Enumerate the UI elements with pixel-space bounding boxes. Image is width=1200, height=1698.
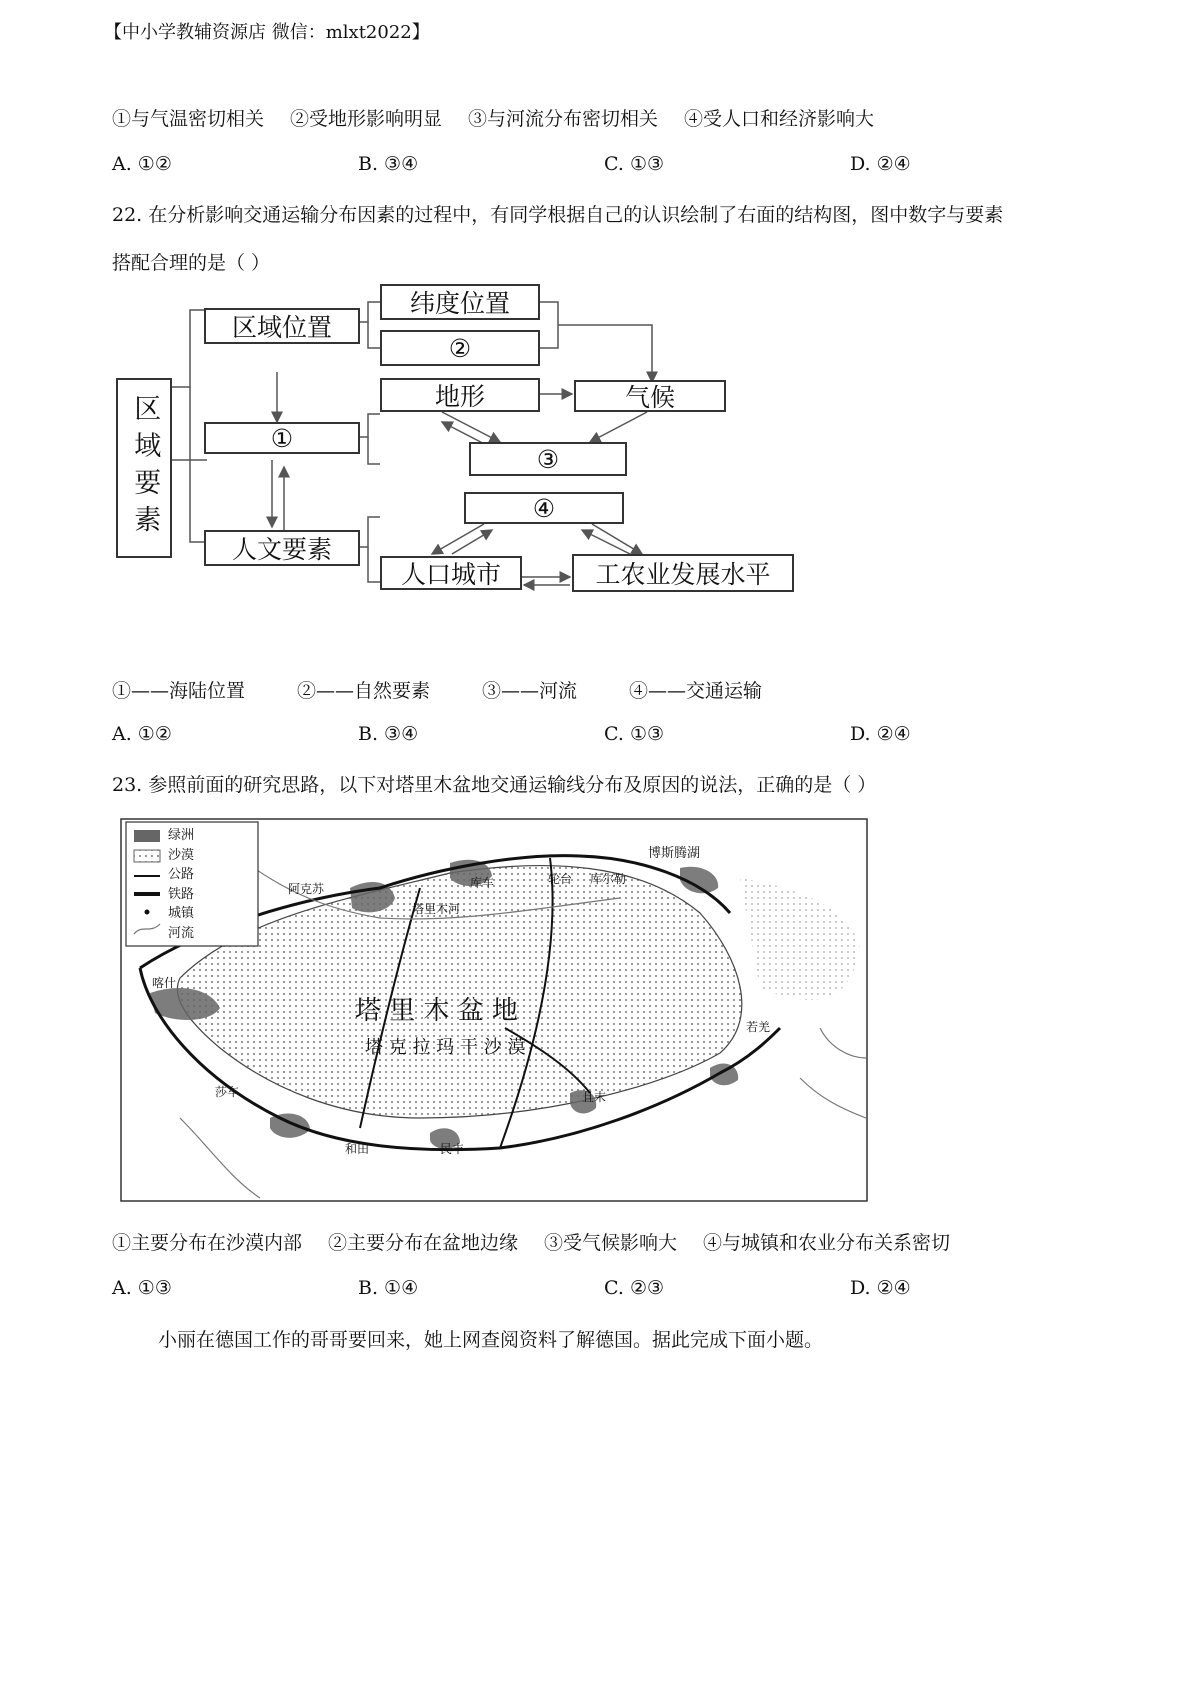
q22-statement: ①——海陆位置	[112, 680, 246, 702]
map-place: 阿克苏	[288, 882, 325, 896]
diagram-root-box	[116, 378, 172, 558]
legend-oasis: 绿洲	[168, 828, 195, 843]
map-legend	[168, 826, 194, 943]
map-place: 库尔勒	[590, 872, 627, 886]
diagram-industry: 工农业发展水平	[572, 554, 794, 592]
q21-statement: ②受地形影响明显	[290, 108, 443, 130]
q22-option-c: C. ①③	[604, 723, 665, 745]
q22-stem-line2: 搭配合理的是（ ）	[112, 252, 271, 274]
map-place: 莎车	[215, 1085, 240, 1099]
q23-option-d: D. ②④	[850, 1277, 911, 1299]
map-place: 博斯腾湖	[648, 846, 701, 861]
diagram-root-label: 区域要素	[129, 394, 161, 542]
q23-statements	[112, 1228, 976, 1255]
diagram-num4: ④	[464, 492, 624, 524]
legend-town: 城镇	[168, 906, 195, 921]
map-place: 若羌	[746, 1020, 771, 1034]
q23-stem: 23. 参照前面的研究思路，以下对塔里木盆地交通运输线分布及原因的说法，正确的是（ ）	[112, 774, 877, 796]
map-place: 且末	[582, 1090, 607, 1104]
q22-statement: ③——河流	[482, 680, 578, 702]
q23-statement: ①主要分布在沙漠内部	[112, 1232, 303, 1254]
q22-statement: ②——自然要素	[297, 680, 431, 702]
map-place: 库车	[470, 876, 495, 890]
q23-option-c: C. ②③	[604, 1277, 665, 1299]
q21-option-a: A. ①②	[112, 153, 172, 175]
diagram-num1: ①	[204, 422, 360, 454]
diagram-latitude: 纬度位置	[380, 284, 540, 320]
q23-statement: ③受气候影响大	[544, 1232, 678, 1254]
q22-option-b: B. ③④	[358, 723, 419, 745]
intro-paragraph: 小丽在德国工作的哥哥要回来，她上网查阅资料了解德国。据此完成下面小题。	[158, 1329, 824, 1351]
q22-statements	[112, 676, 814, 703]
map-place: 和田	[345, 1142, 370, 1156]
q23-option-b: B. ①④	[358, 1277, 419, 1299]
q21-statement: ③与河流分布密切相关	[468, 108, 659, 130]
map-desert-label: 塔 克 拉 玛 干 沙 漠	[365, 1037, 526, 1058]
diagram-terrain: 地形	[380, 378, 540, 412]
q23-statement: ②主要分布在盆地边缘	[328, 1232, 519, 1254]
diagram-num2: ②	[380, 330, 540, 366]
q22-option-a: A. ①②	[112, 723, 172, 745]
legend-desert: 沙漠	[168, 847, 195, 863]
watermark-header: 【中小学教辅资源店 微信：mlxt2022】	[104, 22, 430, 43]
q22-statement: ④——交通运输	[629, 680, 763, 702]
map-basin-label: 塔 里 木 盆 地	[355, 996, 519, 1026]
q21-option-b: B. ③④	[358, 153, 419, 175]
structure-diagram	[112, 289, 832, 644]
q21-statements	[112, 104, 900, 131]
map-place: 塔里木河	[412, 902, 461, 916]
diagram-climate: 气候	[574, 380, 726, 412]
map-place: 喀什	[152, 976, 177, 990]
q21-option-c: C. ①③	[604, 153, 665, 175]
q23-statement: ④与城镇和农业分布关系密切	[703, 1232, 951, 1254]
diagram-human: 人文要素	[204, 530, 360, 566]
map-place: 轮台	[548, 872, 573, 886]
diagram-num3: ③	[469, 442, 627, 476]
q21-statement: ④受人口和经济影响大	[684, 108, 875, 130]
diagram-region-position: 区域位置	[204, 308, 360, 344]
map-place: 民丰	[440, 1142, 465, 1156]
legend-road: 公路	[168, 867, 195, 882]
q23-option-a: A. ①③	[112, 1277, 172, 1299]
diagram-population: 人口城市	[380, 556, 522, 590]
q21-statement: ①与气温密切相关	[112, 108, 265, 130]
legend-river: 河流	[168, 925, 195, 941]
q21-option-d: D. ②④	[850, 153, 911, 175]
q22-stem-line1: 22. 在分析影响交通运输分布因素的过程中，有同学根据自己的认识绘制了右面的结构图，图中数字与要素	[112, 204, 1004, 226]
tarim-basin-map	[120, 818, 868, 1202]
legend-railway: 铁路	[168, 886, 195, 902]
q22-option-d: D. ②④	[850, 723, 911, 745]
